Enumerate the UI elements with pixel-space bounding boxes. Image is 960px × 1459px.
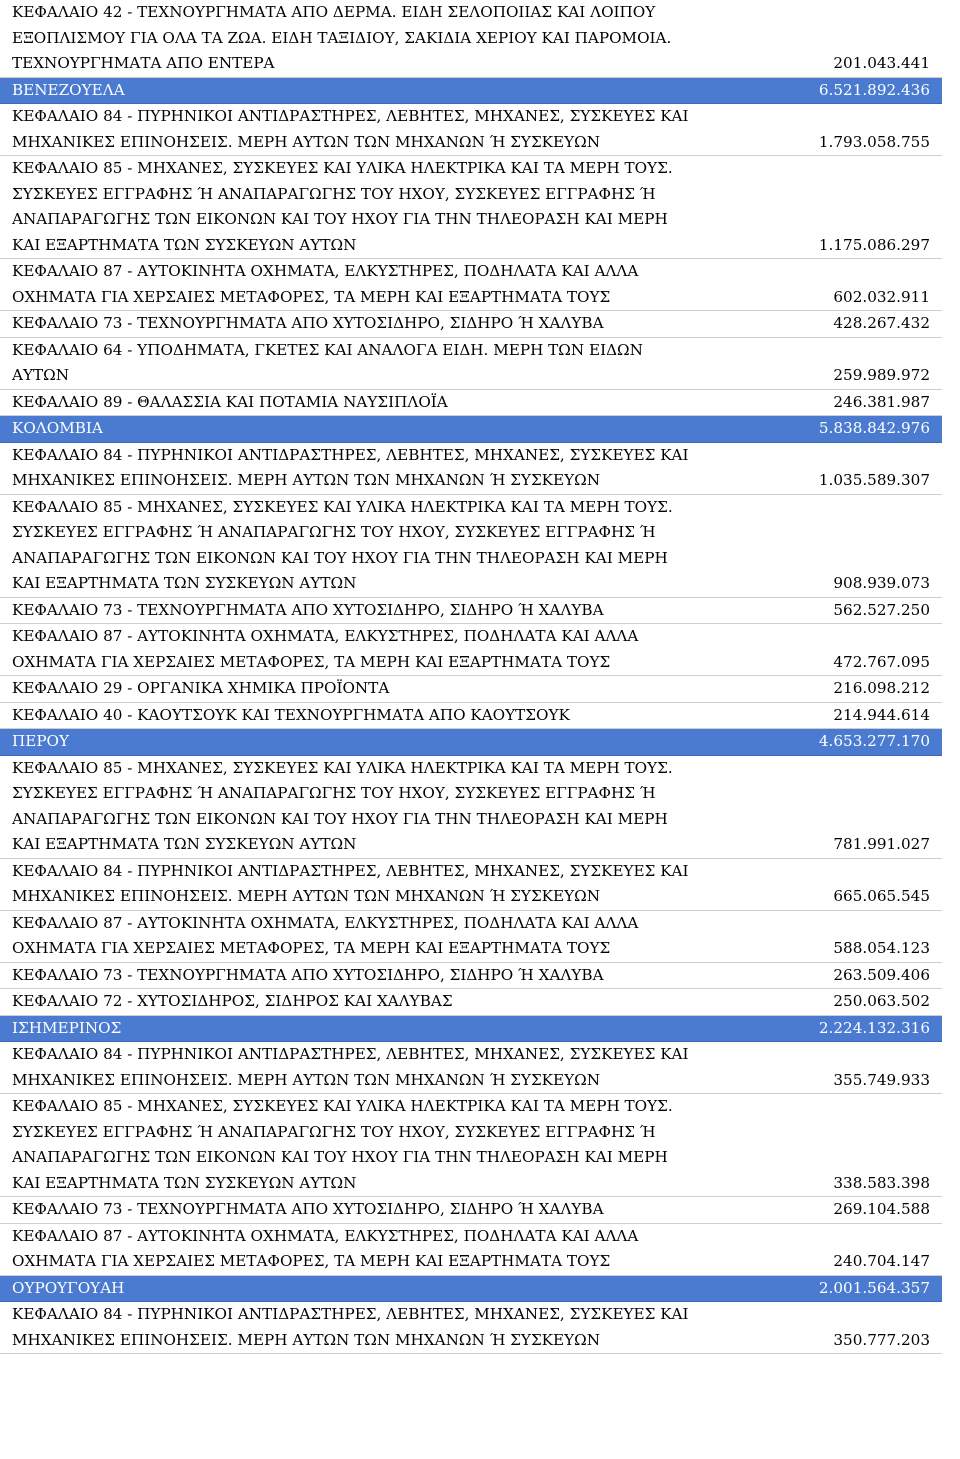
chapter-row bbox=[0, 495, 942, 598]
chapter-value: 665.065.545 bbox=[833, 887, 930, 905]
chapter-description: ΚΕΦΑΛΑΙΟ 84 - ΠΥΡΗΝΙΚΟΙ ΑΝΤΙΔΡΑΣΤΗΡΕΣ, ΛΕΒΗΤΕΣ, ΜΗΧΑΝΕΣ, ΣΥΣΚΕΥΕΣ ΚΑΙ ΜΗΧΑΝΙΚΕΣ ΕΠΙΝΟΗΣΕΙΣ. ΜΕΡΗ ΑΥΤΩΝ ΤΩΝ ΜΗΧΑΝΩΝ Ή ΣΥΣΚΕΥΩΝ bbox=[12, 861, 689, 905]
chapter-description: ΚΕΦΑΛΑΙΟ 73 - ΤΕΧΝΟΥΡΓΗΜΑΤΑ ΑΠΟ ΧΥΤΟΣΙΔΗΡΟ, ΣΙΔΗΡΟ Ή ΧΑΛΥΒΑ bbox=[12, 600, 604, 619]
country-total: 5.838.842.976 bbox=[818, 419, 930, 437]
chapter-value: 355.749.933 bbox=[833, 1070, 930, 1089]
chapter-description: ΚΕΦΑΛΑΙΟ 87 - ΑΥΤΟΚΙΝΗΤΑ ΟΧΗΜΑΤΑ, ΕΛΚΥΣΤΗΡΕΣ, ΠΟΔΗΛΑΤΑ ΚΑΙ ΑΛΛΑ ΟΧΗΜΑΤΑ ΓΙΑ ΧΕΡΣΑΙΕΣ ΜΕΤΑΦΟΡΕΣ, ΤΑ ΜΕΡΗ ΚΑΙ ΕΞΑΡΤΗΜΑΤΑ ΤΟΥΣ bbox=[12, 627, 639, 671]
country-total: 4.653.277.170 bbox=[818, 732, 930, 750]
chapter-row bbox=[0, 1042, 942, 1094]
chapter-row bbox=[0, 0, 942, 78]
country-name: ΙΣΗΜΕΡΙΝΟΣ bbox=[12, 1018, 122, 1037]
chapter-value: 472.767.095 bbox=[833, 652, 930, 671]
chapter-description: ΚΕΦΑΛΑΙΟ 73 - ΤΕΧΝΟΥΡΓΗΜΑΤΑ ΑΠΟ ΧΥΤΟΣΙΔΗΡΟ, ΣΙΔΗΡΟ Ή ΧΑΛΥΒΑ bbox=[12, 1200, 604, 1218]
country-total: 6.521.892.436 bbox=[818, 80, 930, 99]
chapter-value: 201.043.441 bbox=[833, 54, 930, 72]
chapter-description: ΚΕΦΑΛΑΙΟ 73 - ΤΕΧΝΟΥΡΓΗΜΑΤΑ ΑΠΟ ΧΥΤΟΣΙΔΗΡΟ, ΣΙΔΗΡΟ Ή ΧΑΛΥΒΑ bbox=[12, 314, 604, 332]
chapter-value: 562.527.250 bbox=[833, 600, 930, 619]
chapter-value: 908.939.073 bbox=[833, 574, 930, 592]
chapter-row bbox=[0, 756, 942, 859]
country-name: ΠΕΡΟΥ bbox=[12, 732, 70, 750]
chapter-description: ΚΕΦΑΛΑΙΟ 84 - ΠΥΡΗΝΙΚΟΙ ΑΝΤΙΔΡΑΣΤΗΡΕΣ, ΛΕΒΗΤΕΣ, ΜΗΧΑΝΕΣ, ΣΥΣΚΕΥΕΣ ΚΑΙ ΜΗΧΑΝΙΚΕΣ ΕΠΙΝΟΗΣΕΙΣ. ΜΕΡΗ ΑΥΤΩΝ ΤΩΝ ΜΗΧΑΝΩΝ Ή ΣΥΣΚΕΥΩΝ bbox=[12, 1305, 689, 1349]
chapter-value: 246.381.987 bbox=[833, 392, 930, 411]
country-total: 2.001.564.357 bbox=[818, 1278, 930, 1297]
chapter-row bbox=[0, 104, 942, 156]
country-name: ΚΟΛΟΜΒΙΑ bbox=[12, 419, 103, 437]
chapter-description: ΚΕΦΑΛΑΙΟ 85 - ΜΗΧΑΝΕΣ, ΣΥΣΚΕΥΕΣ ΚΑΙ ΥΛΙΚΑ ΗΛΕΚΤΡΙΚΑ ΚΑΙ ΤΑ ΜΕΡΗ ΤΟΥΣ. ΣΥΣΚΕΥΕΣ ΕΓΓΡΑΦΗΣ Ή ΑΝΑΠΑΡΑΓΩΓΗΣ ΤΟΥ ΗΧΟΥ, ΣΥΣΚΕΥΕΣ ΕΓΓΡΑΦΗΣ Ή ΑΝΑΠΑΡΑΓΩΓΗΣ ΤΩΝ ΕΙΚΟΝΩΝ ΚΑΙ ΤΟΥ ΗΧΟΥ ΓΙΑ ΤΗΝ ΤΗΛΕΟΡΑΣΗ ΚΑΙ ΜΕΡΗ ΚΑΙ ΕΞΑΡΤΗΜΑΤΑ ΤΩΝ ΣΥΣΚΕΥΩΝ ΑΥΤΩΝ bbox=[12, 497, 673, 592]
chapter-description: ΚΕΦΑΛΑΙΟ 87 - ΑΥΤΟΚΙΝΗΤΑ ΟΧΗΜΑΤΑ, ΕΛΚΥΣΤΗΡΕΣ, ΠΟΔΗΛΑΤΑ ΚΑΙ ΑΛΛΑ ΟΧΗΜΑΤΑ ΓΙΑ ΧΕΡΣΑΙΕΣ ΜΕΤΑΦΟΡΕΣ, ΤΑ ΜΕΡΗ ΚΑΙ ΕΞΑΡΤΗΜΑΤΑ ΤΟΥΣ bbox=[12, 1226, 639, 1270]
chapter-row bbox=[0, 156, 942, 259]
chapter-value: 1.035.589.307 bbox=[818, 471, 930, 489]
chapter-description: ΚΕΦΑΛΑΙΟ 85 - ΜΗΧΑΝΕΣ, ΣΥΣΚΕΥΕΣ ΚΑΙ ΥΛΙΚΑ ΗΛΕΚΤΡΙΚΑ ΚΑΙ ΤΑ ΜΕΡΗ ΤΟΥΣ. ΣΥΣΚΕΥΕΣ ΕΓΓΡΑΦΗΣ Ή ΑΝΑΠΑΡΑΓΩΓΗΣ ΤΟΥ ΗΧΟΥ, ΣΥΣΚΕΥΕΣ ΕΓΓΡΑΦΗΣ Ή ΑΝΑΠΑΡΑΓΩΓΗΣ ΤΩΝ ΕΙΚΟΝΩΝ ΚΑΙ ΤΟΥ ΗΧΟΥ ΓΙΑ ΤΗΝ ΤΗΛΕΟΡΑΣΗ ΚΑΙ ΜΕΡΗ ΚΑΙ ΕΞΑΡΤΗΜΑΤΑ ΤΩΝ ΣΥΣΚΕΥΩΝ ΑΥΤΩΝ bbox=[12, 159, 673, 254]
chapter-description: ΚΕΦΑΛΑΙΟ 29 - ΟΡΓΑΝΙΚΑ ΧΗΜΙΚΑ ΠΡΟΪΟΝΤΑ bbox=[12, 679, 390, 697]
chapter-row bbox=[0, 963, 942, 990]
chapter-row bbox=[0, 859, 942, 911]
chapter-value: 588.054.123 bbox=[833, 939, 930, 957]
chapter-description: ΚΕΦΑΛΑΙΟ 85 - ΜΗΧΑΝΕΣ, ΣΥΣΚΕΥΕΣ ΚΑΙ ΥΛΙΚΑ ΗΛΕΚΤΡΙΚΑ ΚΑΙ ΤΑ ΜΕΡΗ ΤΟΥΣ. ΣΥΣΚΕΥΕΣ ΕΓΓΡΑΦΗΣ Ή ΑΝΑΠΑΡΑΓΩΓΗΣ ΤΟΥ ΗΧΟΥ, ΣΥΣΚΕΥΕΣ ΕΓΓΡΑΦΗΣ Ή ΑΝΑΠΑΡΑΓΩΓΗΣ ΤΩΝ ΕΙΚΟΝΩΝ ΚΑΙ ΤΟΥ ΗΧΟΥ ΓΙΑ ΤΗΝ ΤΗΛΕΟΡΑΣΗ ΚΑΙ ΜΕΡΗ ΚΑΙ ΕΞΑΡΤΗΜΑΤΑ ΤΩΝ ΣΥΣΚΕΥΩΝ ΑΥΤΩΝ bbox=[12, 1097, 673, 1192]
country-name: ΒΕΝΕΖΟΥΕΛΑ bbox=[12, 80, 125, 99]
chapter-row bbox=[0, 1197, 942, 1224]
chapter-row bbox=[0, 338, 942, 390]
chapter-value: 350.777.203 bbox=[833, 1330, 930, 1349]
chapter-description: ΚΕΦΑΛΑΙΟ 89 - ΘΑΛΑΣΣΙΑ ΚΑΙ ΠΟΤΑΜΙΑ ΝΑΥΣΙΠΛΟΪΑ bbox=[12, 392, 448, 411]
country-total: 2.224.132.316 bbox=[818, 1018, 930, 1037]
chapter-description: ΚΕΦΑΛΑΙΟ 84 - ΠΥΡΗΝΙΚΟΙ ΑΝΤΙΔΡΑΣΤΗΡΕΣ, ΛΕΒΗΤΕΣ, ΜΗΧΑΝΕΣ, ΣΥΣΚΕΥΕΣ ΚΑΙ ΜΗΧΑΝΙΚΕΣ ΕΠΙΝΟΗΣΕΙΣ. ΜΕΡΗ ΑΥΤΩΝ ΤΩΝ ΜΗΧΑΝΩΝ Ή ΣΥΣΚΕΥΩΝ bbox=[12, 1045, 689, 1089]
chapter-value: 338.583.398 bbox=[833, 1173, 930, 1192]
chapter-value: 263.509.406 bbox=[833, 965, 930, 984]
chapter-value: 240.704.147 bbox=[833, 1252, 930, 1270]
chapter-value: 250.063.502 bbox=[833, 992, 930, 1010]
chapter-row bbox=[0, 624, 942, 676]
chapter-description: ΚΕΦΑΛΑΙΟ 42 - ΤΕΧΝΟΥΡΓΗΜΑΤΑ ΑΠΟ ΔΕΡΜΑ. ΕΙΔΗ ΣΕΛΟΠΟΙΙΑΣ ΚΑΙ ΛΟΙΠΟΥ ΕΞΟΠΛΙΣΜΟΥ ΓΙΑ ΟΛΑ ΤΑ ΖΩΑ. ΕΙΔΗ ΤΑΞΙΔΙΟΥ, ΣΑΚΙΔΙΑ ΧΕΡΙΟΥ ΚΑΙ ΠΑΡΟΜΟΙΑ. ΤΕΧΝΟΥΡΓΗΜΑΤΑ ΑΠΟ ΕΝΤΕΡΑ bbox=[12, 3, 672, 72]
chapter-value: 428.267.432 bbox=[833, 314, 930, 332]
chapter-row bbox=[0, 598, 942, 625]
chapter-row bbox=[0, 1224, 942, 1276]
country-row bbox=[0, 1276, 942, 1303]
chapter-value: 781.991.027 bbox=[833, 835, 930, 853]
chapter-description: ΚΕΦΑΛΑΙΟ 64 - ΥΠΟΔΗΜΑΤΑ, ΓΚΕΤΕΣ ΚΑΙ ΑΝΑΛΟΓΑ ΕΙΔΗ. ΜΕΡΗ ΤΩΝ ΕΙΔΩΝ ΑΥΤΩΝ bbox=[12, 340, 643, 384]
chapter-row bbox=[0, 443, 942, 495]
chapter-description: ΚΕΦΑΛΑΙΟ 73 - ΤΕΧΝΟΥΡΓΗΜΑΤΑ ΑΠΟ ΧΥΤΟΣΙΔΗΡΟ, ΣΙΔΗΡΟ Ή ΧΑΛΥΒΑ bbox=[12, 965, 604, 984]
chapter-value: 1.793.058.755 bbox=[818, 132, 930, 151]
country-row bbox=[0, 78, 942, 105]
chapter-description: ΚΕΦΑΛΑΙΟ 40 - ΚΑΟΥΤΣΟΥΚ ΚΑΙ ΤΕΧΝΟΥΡΓΗΜΑΤΑ ΑΠΟ ΚΑΟΥΤΣΟΥΚ bbox=[12, 705, 570, 724]
chapter-value: 259.989.972 bbox=[833, 366, 930, 384]
chapter-row bbox=[0, 390, 942, 417]
chapter-value: 216.098.212 bbox=[833, 679, 930, 697]
country-name: ΟΥΡΟΥΓΟΥΑΗ bbox=[12, 1278, 125, 1297]
chapter-row bbox=[0, 676, 942, 703]
chapter-row bbox=[0, 989, 942, 1016]
country-row bbox=[0, 1016, 942, 1043]
chapter-description: ΚΕΦΑΛΑΙΟ 87 - ΑΥΤΟΚΙΝΗΤΑ ΟΧΗΜΑΤΑ, ΕΛΚΥΣΤΗΡΕΣ, ΠΟΔΗΛΑΤΑ ΚΑΙ ΑΛΛΑ ΟΧΗΜΑΤΑ ΓΙΑ ΧΕΡΣΑΙΕΣ ΜΕΤΑΦΟΡΕΣ, ΤΑ ΜΕΡΗ ΚΑΙ ΕΞΑΡΤΗΜΑΤΑ ΤΟΥΣ bbox=[12, 262, 639, 306]
chapter-value: 1.175.086.297 bbox=[818, 235, 930, 254]
chapter-description: ΚΕΦΑΛΑΙΟ 72 - ΧΥΤΟΣΙΔΗΡΟΣ, ΣΙΔΗΡΟΣ ΚΑΙ ΧΑΛΥΒΑΣ bbox=[12, 992, 453, 1010]
country-row bbox=[0, 729, 942, 756]
chapter-value: 214.944.614 bbox=[833, 705, 930, 724]
chapter-description: ΚΕΦΑΛΑΙΟ 85 - ΜΗΧΑΝΕΣ, ΣΥΣΚΕΥΕΣ ΚΑΙ ΥΛΙΚΑ ΗΛΕΚΤΡΙΚΑ ΚΑΙ ΤΑ ΜΕΡΗ ΤΟΥΣ. ΣΥΣΚΕΥΕΣ ΕΓΓΡΑΦΗΣ Ή ΑΝΑΠΑΡΑΓΩΓΗΣ ΤΟΥ ΗΧΟΥ, ΣΥΣΚΕΥΕΣ ΕΓΓΡΑΦΗΣ Ή ΑΝΑΠΑΡΑΓΩΓΗΣ ΤΩΝ ΕΙΚΟΝΩΝ ΚΑΙ ΤΟΥ ΗΧΟΥ ΓΙΑ ΤΗΝ ΤΗΛΕΟΡΑΣΗ ΚΑΙ ΜΕΡΗ ΚΑΙ ΕΞΑΡΤΗΜΑΤΑ ΤΩΝ ΣΥΣΚΕΥΩΝ ΑΥΤΩΝ bbox=[12, 758, 673, 853]
chapter-row bbox=[0, 259, 942, 311]
chapter-value: 269.104.588 bbox=[833, 1200, 930, 1218]
chapter-row bbox=[0, 1302, 942, 1354]
chapter-description: ΚΕΦΑΛΑΙΟ 84 - ΠΥΡΗΝΙΚΟΙ ΑΝΤΙΔΡΑΣΤΗΡΕΣ, ΛΕΒΗΤΕΣ, ΜΗΧΑΝΕΣ, ΣΥΣΚΕΥΕΣ ΚΑΙ ΜΗΧΑΝΙΚΕΣ ΕΠΙΝΟΗΣΕΙΣ. ΜΕΡΗ ΑΥΤΩΝ ΤΩΝ ΜΗΧΑΝΩΝ Ή ΣΥΣΚΕΥΩΝ bbox=[12, 445, 689, 489]
chapter-value: 602.032.911 bbox=[833, 287, 930, 306]
chapter-row bbox=[0, 1094, 942, 1197]
chapter-description: ΚΕΦΑΛΑΙΟ 87 - ΑΥΤΟΚΙΝΗΤΑ ΟΧΗΜΑΤΑ, ΕΛΚΥΣΤΗΡΕΣ, ΠΟΔΗΛΑΤΑ ΚΑΙ ΑΛΛΑ ΟΧΗΜΑΤΑ ΓΙΑ ΧΕΡΣΑΙΕΣ ΜΕΤΑΦΟΡΕΣ, ΤΑ ΜΕΡΗ ΚΑΙ ΕΞΑΡΤΗΜΑΤΑ ΤΟΥΣ bbox=[12, 913, 639, 957]
country-row bbox=[0, 416, 942, 443]
chapter-row bbox=[0, 911, 942, 963]
chapter-description: ΚΕΦΑΛΑΙΟ 84 - ΠΥΡΗΝΙΚΟΙ ΑΝΤΙΔΡΑΣΤΗΡΕΣ, ΛΕΒΗΤΕΣ, ΜΗΧΑΝΕΣ, ΣΥΣΚΕΥΕΣ ΚΑΙ ΜΗΧΑΝΙΚΕΣ ΕΠΙΝΟΗΣΕΙΣ. ΜΕΡΗ ΑΥΤΩΝ ΤΩΝ ΜΗΧΑΝΩΝ Ή ΣΥΣΚΕΥΩΝ bbox=[12, 107, 689, 151]
chapter-row bbox=[0, 703, 942, 730]
chapter-row bbox=[0, 311, 942, 338]
